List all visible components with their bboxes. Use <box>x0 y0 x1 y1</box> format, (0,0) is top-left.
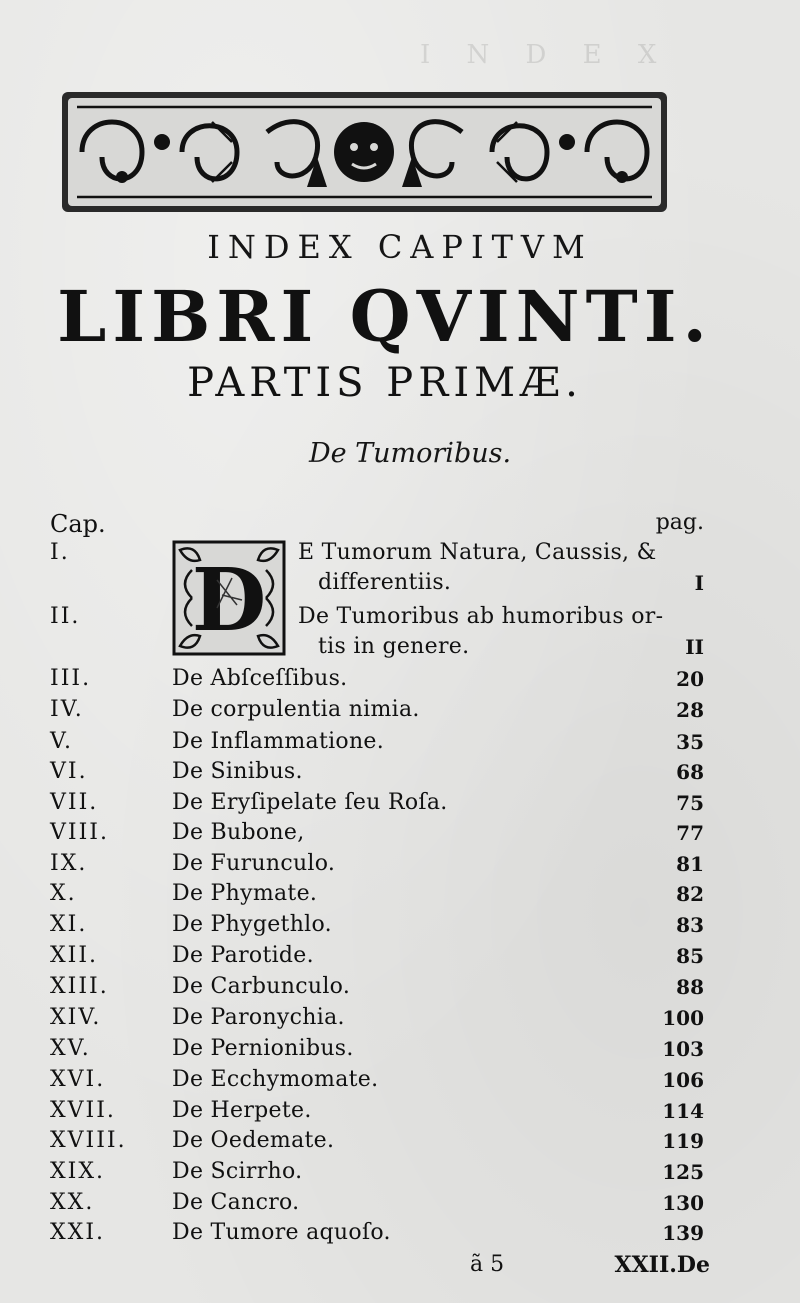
page-number: 114 <box>662 1099 704 1123</box>
chapter-title-continued: differentiis. <box>318 570 452 595</box>
chapter-title: De Furunculo. <box>172 851 336 876</box>
index-entry <box>0 849 800 879</box>
index-entry-1 <box>0 538 800 568</box>
chapter-number: XVI. <box>50 1067 106 1092</box>
index-entry <box>0 818 800 848</box>
chapter-number: VII. <box>50 790 99 815</box>
chapter-title: De Phymate. <box>172 881 318 906</box>
chapter-title: De Oedemate. <box>172 1128 335 1153</box>
chapter-number: IV. <box>50 697 84 722</box>
index-entry <box>0 941 800 971</box>
index-entry <box>0 1034 800 1064</box>
chapter-number: II. <box>50 604 81 629</box>
page-number: 75 <box>676 791 704 815</box>
index-entry <box>0 1003 800 1033</box>
chapter-title: De Scirrho. <box>172 1159 303 1184</box>
chapter-number: XIV. <box>50 1005 102 1030</box>
chapter-title: De Ecchymomate. <box>172 1067 379 1092</box>
chapter-number: XIX. <box>50 1159 106 1184</box>
index-entry <box>0 1157 800 1187</box>
page-number: 83 <box>676 913 704 937</box>
index-entry-2-continued <box>0 632 800 662</box>
chapter-number: X. <box>50 881 77 906</box>
page-number: 106 <box>662 1068 704 1092</box>
index-entry <box>0 972 800 1002</box>
chapter-title: De Bubone, <box>172 820 305 845</box>
chapter-column-header: Cap. <box>50 510 106 538</box>
chapter-title: De Tumoribus ab humoribus or- <box>298 604 664 629</box>
chapter-title: De Pernionibus. <box>172 1036 354 1061</box>
page-number: 82 <box>676 882 704 906</box>
chapter-title: E Tumorum Natura, Caussis, & <box>298 540 657 565</box>
chapter-number: XVIII. <box>50 1128 127 1153</box>
page-number: 139 <box>662 1221 704 1245</box>
chapter-number: V. <box>50 729 74 754</box>
chapter-number: XV. <box>50 1036 91 1061</box>
page-number: 119 <box>662 1129 704 1153</box>
part-heading: PARTIS PRIMÆ. <box>187 360 583 406</box>
chapter-number: VI. <box>50 759 88 784</box>
page-number: 88 <box>676 975 704 999</box>
index-entry-1-continued <box>0 568 800 598</box>
page-column-header: pag. <box>655 510 704 535</box>
page-number: 35 <box>676 730 704 754</box>
index-entry <box>0 1096 800 1126</box>
chapter-number: XIII. <box>50 974 109 999</box>
index-heading: INDEX CAPITVM <box>207 228 593 266</box>
chapter-title: De Paronychia. <box>172 1005 345 1030</box>
page-number: 125 <box>662 1160 704 1184</box>
page-number: 20 <box>676 667 704 691</box>
page-number: 85 <box>676 944 704 968</box>
page-number: II <box>685 635 704 659</box>
index-entry <box>0 727 800 757</box>
initial-letter-text: D <box>191 550 267 651</box>
chapter-title: De Tumore aquoſo. <box>172 1220 391 1245</box>
chapter-number: VIII. <box>50 820 109 845</box>
chapter-number: XXI. <box>50 1220 106 1245</box>
chapter-title: De corpulentia nimia. <box>172 697 420 722</box>
index-entry <box>0 879 800 909</box>
book-heading: LIBRI QVINTI. <box>57 275 713 358</box>
chapter-title: De Carbunculo. <box>172 974 351 999</box>
page-number: 77 <box>676 821 704 845</box>
index-entry <box>0 757 800 787</box>
index-entry <box>0 1065 800 1095</box>
chapter-number: III. <box>50 666 92 691</box>
chapter-title: De Parotide. <box>172 943 314 968</box>
chapter-title: De Eryſipelate ſeu Roſa. <box>172 790 448 815</box>
chapter-number: I. <box>50 540 70 565</box>
index-entry <box>0 1218 800 1248</box>
chapter-title-continued: tis in genere. <box>318 634 470 659</box>
catchword: XXII.De <box>614 1252 710 1278</box>
index-entry <box>0 695 800 725</box>
chapter-title: De Herpete. <box>172 1098 312 1123</box>
signature-mark: ã 5 <box>470 1252 505 1277</box>
chapter-title: De Phygethlo. <box>172 912 332 937</box>
chapter-number: IX. <box>50 851 88 876</box>
index-entry-2 <box>0 602 800 632</box>
chapter-title: De Abſceſſibus. <box>172 666 348 691</box>
index-entry <box>0 910 800 940</box>
chapter-number: XII. <box>50 943 99 968</box>
page-number: 28 <box>676 698 704 722</box>
show-through-text: I N D E X <box>420 40 671 70</box>
page-number: I <box>694 571 704 595</box>
page-number: 103 <box>662 1037 704 1061</box>
page-number: 100 <box>662 1006 704 1030</box>
woodcut-headpiece-ornament <box>62 92 667 212</box>
index-entry <box>0 1126 800 1156</box>
chapter-title: De Inflammatione. <box>172 729 385 754</box>
index-entry <box>0 664 800 694</box>
chapter-number: XX. <box>50 1190 95 1215</box>
chapter-title: De Sinibus. <box>172 759 303 784</box>
chapter-number: XVII. <box>50 1098 116 1123</box>
chapter-title: De Cancro. <box>172 1190 300 1215</box>
page-number: 81 <box>676 852 704 876</box>
index-entry <box>0 788 800 818</box>
page-number: 130 <box>662 1191 704 1215</box>
page-number: 68 <box>676 760 704 784</box>
section-subtitle: De Tumoribus. <box>308 438 512 469</box>
chapter-number: XI. <box>50 912 88 937</box>
index-entry <box>0 1188 800 1218</box>
